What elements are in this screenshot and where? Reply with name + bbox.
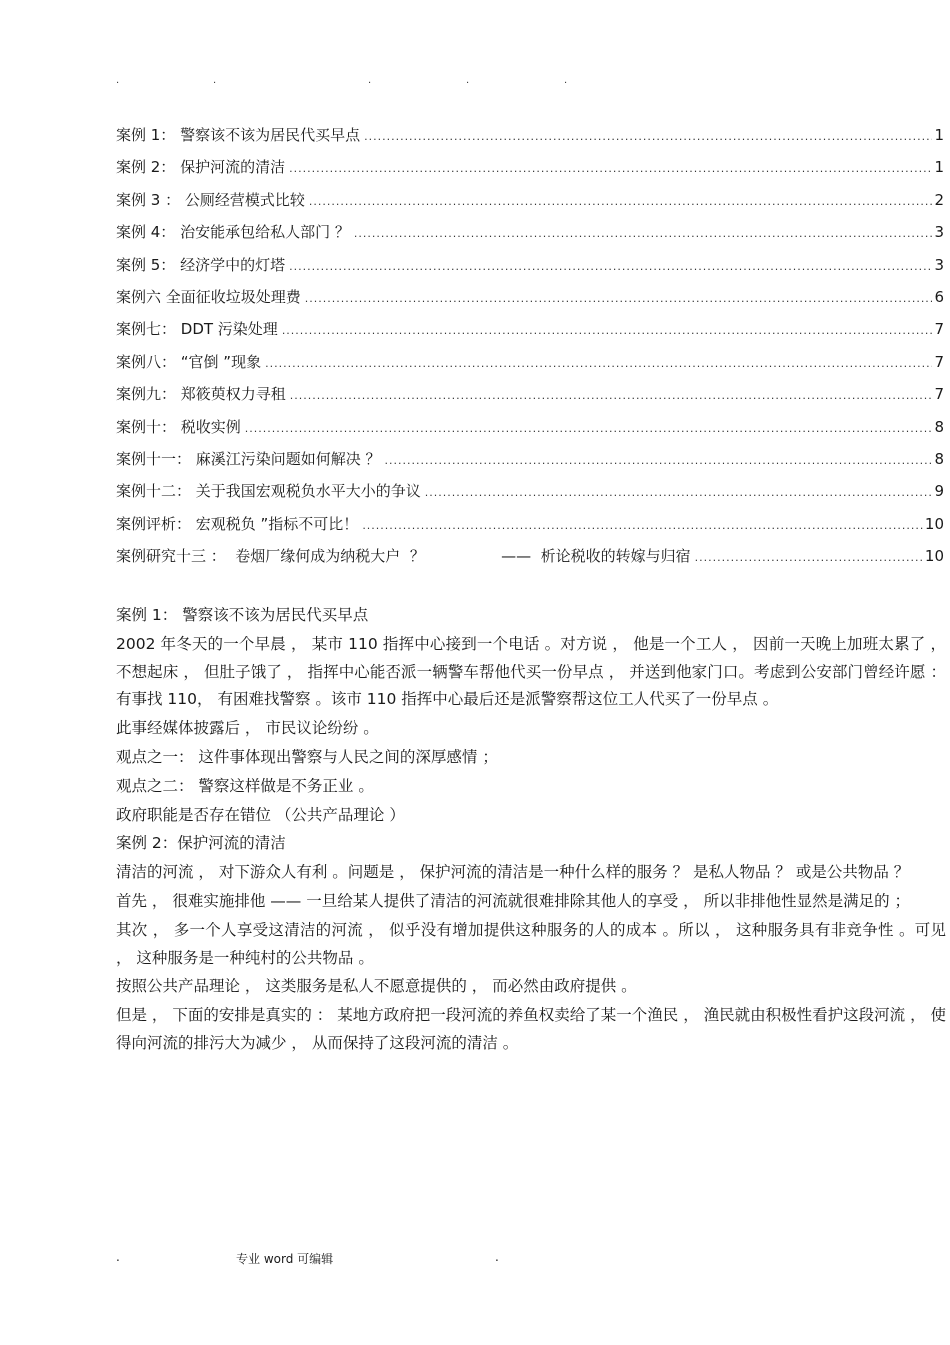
- toc-leader: [305, 292, 933, 305]
- case-heading: 案例 1： 警察该不该为居民代买早点: [116, 606, 369, 624]
- table-of-contents: [116, 124, 944, 577]
- body-paragraph: 观点之二： 警察这样做是不务正业 。: [116, 776, 374, 795]
- toc-entry-label: 案例十二： 关于我国宏观税负水平大小的争议: [116, 482, 421, 501]
- toc-entry-label: 案例九： 郑筱萸权力寻租: [116, 385, 286, 404]
- toc-entry[interactable]: [116, 189, 944, 221]
- toc-entry-page: 9: [934, 482, 944, 501]
- toc-entry-label: 案例 2： 保护河流的清洁: [116, 158, 286, 177]
- toc-entry-label: 案例评析： 宏观税负 ”指标不可比！: [116, 514, 359, 533]
- toc-entry-page: 3: [934, 223, 944, 242]
- toc-entry-page: 7: [934, 352, 944, 371]
- toc-entry-page: 2: [934, 190, 944, 209]
- footer-dot: .: [495, 1250, 499, 1264]
- toc-entry-page: 3: [934, 255, 944, 274]
- toc-leader: [290, 389, 933, 402]
- toc-leader: [385, 454, 933, 467]
- toc-entry[interactable]: [116, 480, 944, 512]
- toc-entry[interactable]: [116, 513, 944, 545]
- toc-entry-page: 10: [924, 547, 944, 566]
- toc-entry[interactable]: [116, 156, 944, 188]
- toc-entry-page: 1: [934, 158, 944, 177]
- toc-entry-page: 10: [924, 514, 944, 533]
- toc-entry-page: 8: [934, 417, 944, 436]
- toc-entry[interactable]: [116, 318, 944, 350]
- toc-leader: [309, 195, 933, 208]
- body-paragraph: 2002 年冬天的一个早晨 ， 某市 110 指挥中心接到一个电话 。对方说 ， 他是一个工人 ， 因前一天晚上加班太累了 ， 不想起床 ， 但肚子饿了 ， 指挥中心能否派一辆警车帮他代买一份早点 ， 并送到他家门口。考虑到公安部门曾经许愿 ： 有事找 110， 有困难找警察 。该市 110 指挥中心最后还是派警察帮这位工人代买了一份早点 。: [116, 634, 946, 709]
- toc-leader: [282, 324, 933, 337]
- toc-leader: [364, 130, 932, 143]
- footer-dot: .: [116, 1250, 120, 1264]
- toc-entry-label: 案例八： “官倒 ”现象: [116, 352, 262, 371]
- toc-entry[interactable]: [116, 448, 944, 480]
- toc-entry-page: 8: [934, 449, 944, 468]
- body-paragraph: 政府职能是否存在错位 （公共产品理论 ）: [116, 805, 405, 824]
- toc-entry-label: 案例 5： 经济学中的灯塔: [116, 255, 286, 274]
- toc-leader: [354, 227, 933, 240]
- toc-entry-label: 案例 1： 警察该不该为居民代买早点: [116, 126, 361, 144]
- toc-entry-page: 7: [934, 320, 944, 339]
- toc-entry-page: 1: [934, 126, 944, 144]
- toc-entry-label: 案例十一： 麻溪江污染问题如何解决 ？: [116, 449, 381, 468]
- body-paragraph: 但是 ， 下面的安排是真实的 ： 某地方政府把一段河流的养鱼权卖给了某一个渔民 ， 渔民就由积极性看护这段河流 ， 使得向河流的排污大为减少 ， 从而保持了这段河流的清洁 。: [116, 1006, 946, 1052]
- page-footer: [0, 1250, 950, 1270]
- toc-leader: [265, 357, 932, 370]
- body-paragraph: 清洁的河流 ， 对下游众人有利 。问题是 ， 保护河流的清洁是一种什么样的服务 ？ 是私人物品 ？ 或是公共物品 ？: [116, 863, 910, 882]
- toc-entry-label: 案例十： 税收实例: [116, 417, 241, 436]
- toc-leader: [289, 162, 932, 175]
- header-dots: [0, 0, 950, 86]
- toc-entry[interactable]: [116, 254, 944, 286]
- toc-entry[interactable]: [116, 124, 944, 156]
- body-paragraph: 其次 ， 多一个人享受这清洁的河流 ， 似乎没有增加提供这种服务的人的成本 。所以 ， 这种服务具有非竞争性 。可见 ， 这种服务是一种纯村的公共物品 。: [116, 920, 946, 967]
- toc-entry[interactable]: [116, 351, 944, 383]
- document-body: [116, 602, 946, 1059]
- header-dot: .: [466, 75, 470, 86]
- toc-leader: [362, 519, 923, 532]
- toc-entry-page: 6: [934, 287, 944, 306]
- toc-entry[interactable]: [116, 545, 944, 577]
- header-dot: .: [564, 75, 568, 86]
- toc-leader: [425, 486, 933, 499]
- body-paragraph: 首先 ， 很难实施排他 —— 一旦给某人提供了清洁的河流就很难排除其他人的享受 ， 所以非排他性显然是满足的 ；: [116, 891, 910, 910]
- header-dot: .: [368, 75, 372, 86]
- toc-entry-label: 案例六 全面征收垃圾处理费: [116, 287, 301, 306]
- body-paragraph: 观点之一： 这件事体现出警察与人民之间的深厚感情 ；: [116, 747, 498, 766]
- toc-entry[interactable]: [116, 416, 944, 448]
- body-paragraph: 按照公共产品理论 ， 这类服务是私人不愿意提供的 ， 而必然由政府提供 。: [116, 977, 637, 996]
- toc-entry[interactable]: [116, 286, 944, 318]
- toc-leader: [289, 260, 932, 273]
- footer-text: 专业 word 可编辑: [236, 1252, 334, 1266]
- header-dot: .: [213, 75, 217, 86]
- toc-entry-label: 案例 3 ： 公厕经营模式比较: [116, 190, 305, 209]
- toc-entry-label: 案例研究十三 ： 卷烟厂缘何成为纳税大户 ？ —— 析论税收的转嫁与归宿: [116, 547, 691, 566]
- toc-leader: [245, 422, 933, 435]
- header-dot: .: [116, 75, 120, 86]
- toc-leader: [695, 551, 923, 564]
- toc-entry-page: 7: [934, 385, 944, 404]
- toc-entry[interactable]: [116, 383, 944, 415]
- toc-entry-label: 案例 4： 治安能承包给私人部门 ？: [116, 223, 350, 242]
- case-heading: 案例 2：保护河流的清洁: [116, 834, 286, 853]
- body-paragraph: 此事经媒体披露后 ， 市民议论纷纷 。: [116, 719, 379, 738]
- toc-entry-label: 案例七： DDT 污染处理: [116, 320, 278, 339]
- toc-entry[interactable]: [116, 221, 944, 253]
